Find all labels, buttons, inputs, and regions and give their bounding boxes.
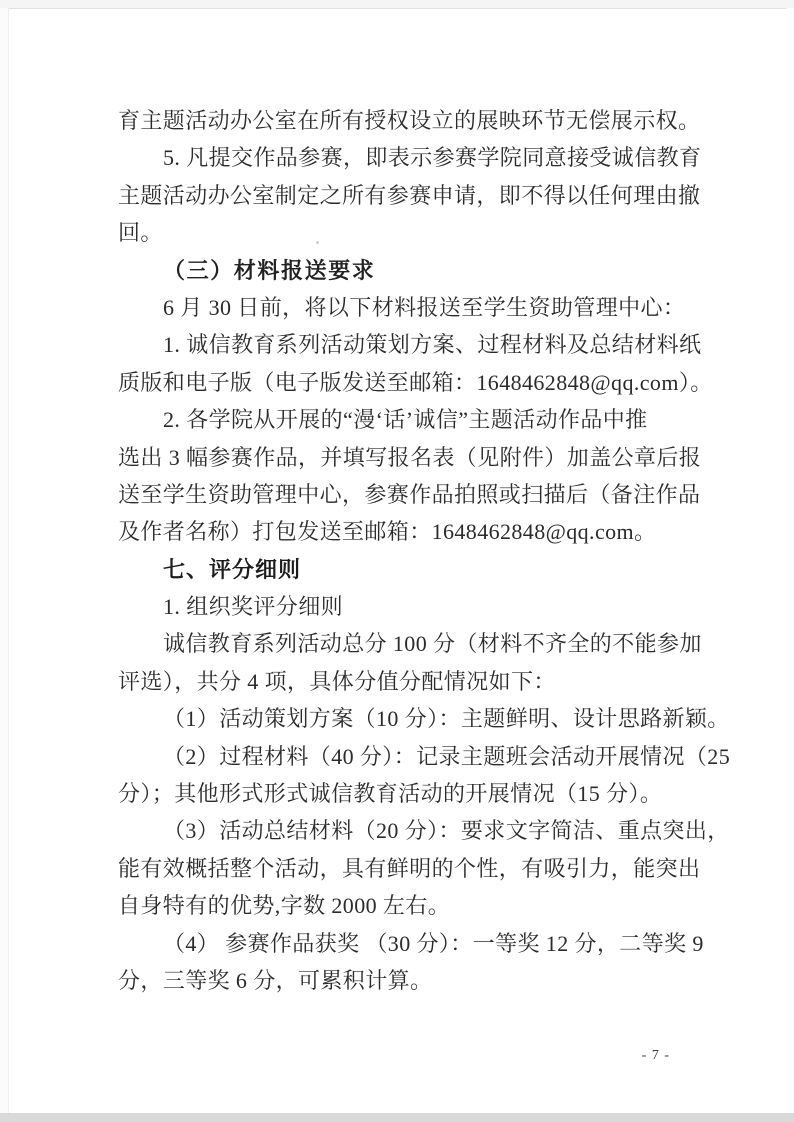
text-line: 育主题活动办公室在所有授权设立的展映环节无偿展示权。 bbox=[118, 108, 701, 133]
document-body bbox=[118, 102, 731, 999]
text-line: 质版和电子版（电子版发送至邮箱：1648462848@qq.com）。 bbox=[118, 369, 713, 395]
text-line: 主题活动办公室制定之所有参赛申请，即不得以任何理由撤 bbox=[118, 182, 701, 208]
text-line: 1. 诚信教育系列活动策划方案、过程材料及总结材料纸 bbox=[163, 332, 702, 358]
scan-edge-top bbox=[0, 0, 794, 9]
text-line: 分，三等奖 6 分，可累积计算。 bbox=[118, 967, 433, 993]
text-line: 分）；其他形式形式诚信教育活动的开展情况（15 分）。 bbox=[118, 781, 663, 807]
text-line: 5. 凡提交作品参赛，即表示参赛学院同意接受诚信教育 bbox=[163, 145, 702, 171]
text-line: （1）活动策划方案（10 分）：主题鲜明、设计思路新颖。 bbox=[163, 706, 730, 732]
text-line: 2. 各学院从开展的“漫‘话’诚信”主题活动作品中推 bbox=[163, 407, 648, 433]
text-line: 回。 bbox=[118, 220, 163, 246]
text-line: 送至学生资助管理中心，参赛作品拍照或扫描后（备注作品 bbox=[118, 481, 701, 507]
scan-edge-bottom bbox=[0, 1113, 794, 1122]
text-line: 能有效概括整个活动，具有鲜明的个性，有吸引力，能突出 bbox=[118, 855, 701, 881]
text-line: 自身特有的优势,字数 2000 左右。 bbox=[118, 893, 451, 919]
text-line: 评选），共分 4 项，具体分值分配情况如下： bbox=[118, 668, 556, 694]
page-number: - 7 - bbox=[641, 1048, 670, 1063]
scan-edge-right bbox=[787, 8, 794, 1113]
text-line: 1. 组织奖评分细则 bbox=[163, 594, 344, 620]
text-line: 及作者名称）打包发送至邮箱：1648462848@qq.com。 bbox=[118, 519, 657, 545]
text-line: （4） 参赛作品获奖 （30 分）：一等奖 12 分，二等奖 9 bbox=[163, 930, 704, 956]
text-line: （2）过程材料（40 分）：记录主题班会活动开展情况（25 bbox=[163, 743, 731, 769]
scan-edge-left bbox=[0, 8, 9, 1113]
section-heading-materials: （三）材料报送要求 bbox=[163, 257, 376, 283]
text-line: （3）活动总结材料（20 分）：要求文字简洁、重点突出， bbox=[163, 818, 730, 844]
text-line: 选出 3 幅参赛作品，并填写报名表（见附件）加盖公章后报 bbox=[118, 444, 702, 470]
text-line: 6 月 30 日前，将以下材料报送至学生资助管理中心： bbox=[163, 294, 686, 320]
section-heading-scoring: 七、评分细则 bbox=[163, 556, 302, 582]
text-line: 诚信教育系列活动总分 100 分（材料不齐全的不能参加 bbox=[163, 631, 702, 657]
